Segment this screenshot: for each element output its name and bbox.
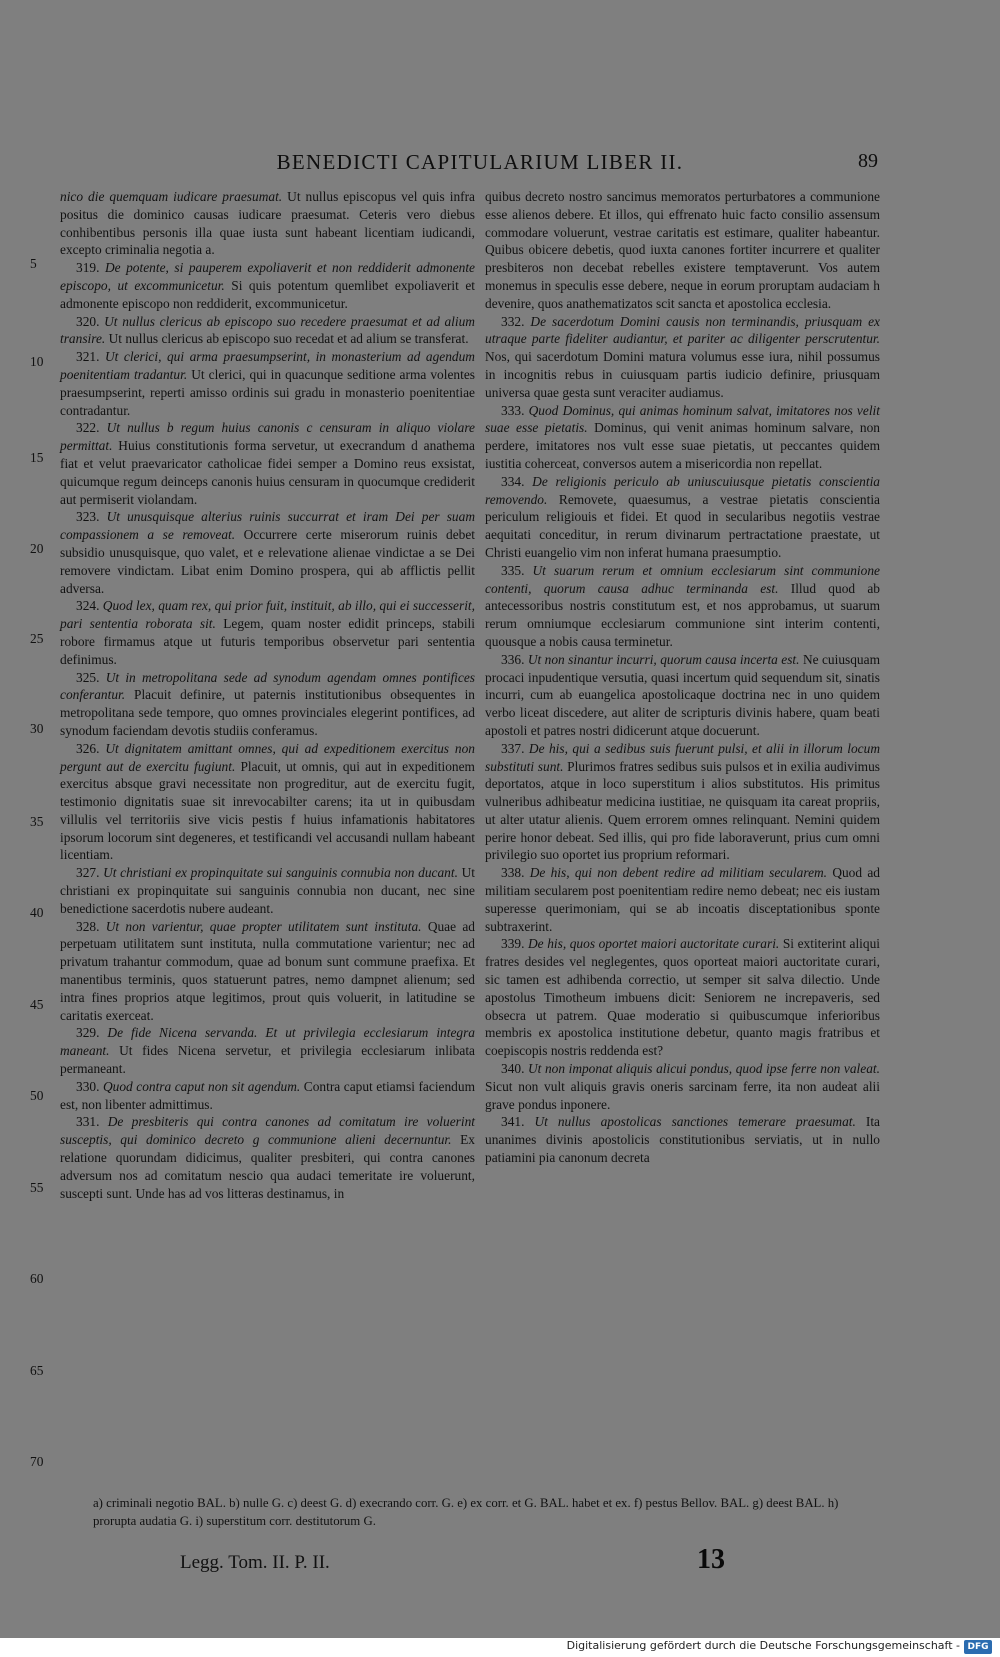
chapter-number: 323. (76, 509, 100, 525)
chapter-text: Ne cuiusquam procaci inpudentique versutia, quasi incertum quid sequendum sit, sinatis incurri, cum ab euangelica apostolicaque doctrina nec in uno quidem verbo liceat discedere, aut aliter de scripturis divinis habere, quam beati apostoli et patres nostri didicerunt atque docuerunt. (485, 651, 880, 738)
chapter-text: Dominus, qui venit animas hominum salvare, non perdere, imitatores nos vult esse suae pietatis, ut peccantes quidem iustitia coherceat, conversos autem a misericordia non repellat. (485, 420, 880, 471)
chapter-paragraph (485, 562, 880, 651)
chapter-number: 335. (501, 562, 525, 578)
chapter-rubric: Ut dignitatem amittant omnes, qui ad expeditionem exercitus non pergunt aut de exercitu fugiunt. (60, 740, 475, 774)
chapter-rubric: Ut unusquisque alterius ruinis succurrat et iram Dei per suam compassionem a se removeat. (60, 509, 475, 543)
chapter-rubric: De his, qui non debent redire ad militiam secularem. (529, 865, 828, 881)
line-number: 55 (30, 1180, 44, 1195)
chapter-number: 337. (501, 740, 525, 756)
chapter-text: Ita unanimes divinis apostolicis constitutionibus serviatis, ut in nullo patiamini pia canonum decreta (485, 1114, 880, 1166)
dfg-logo: DFG (964, 1640, 992, 1654)
chapter-paragraph (60, 1113, 475, 1202)
chapter-paragraph (485, 1113, 880, 1166)
chapter-rubric: De presbiteris qui contra canones ad comitatum ire voluerint susceptis, qui dominico decreto g communione alieni decernuntur. (60, 1114, 475, 1148)
line-number: 5 (30, 256, 37, 271)
line-number: 45 (30, 997, 44, 1012)
chapter-rubric: Ut christiani ex propinquitate sui sanguinis connubia non ducant. (103, 865, 458, 881)
chapter-text: Quod ad militiam secularem post poenitentiam redire nemo debeat; nec eis iustam superesse querimoniam, qui se ab incoatis disceptationibus sponte subtraxerint. (485, 865, 880, 934)
chapter-number: 321. (76, 349, 100, 365)
line-number: 15 (30, 450, 44, 465)
line-number: 65 (30, 1363, 44, 1378)
chapter-rubric: Ut in metropolitana sede ad synodum agendam omnes pontifices conferantur. (60, 669, 475, 703)
chapter-text: Si extiterint aliqui fratres desides vel neglegentes, quos oporteat maiori auctoritate curari, sic tamen est adhibenda correctio, ut semper sit salva dilectio. Unde apostolus Timotheum imbuens dicit: Seniorem ne increpaveris, sed obsecra ut patrem. Quae moderatio si quibuscumque inferioribus membris ex apostolica institutione debetur, quanto magis fratribus et coepiscopis nostris reddenda est? (485, 936, 880, 1059)
chapter-paragraph (60, 740, 475, 865)
chapter-paragraph (60, 188, 475, 259)
chapter-paragraph (485, 935, 880, 1060)
chapter-text: Placuit, ut omnis, qui aut in expeditionem exercitus absque gravi necessitate non progreditur, aut de exercitu fugit, testimonio dignitatis suae sit inrevocabilter carens; ita ut in quibusdam villulis vel territoriis sive vicis pestis f huius infamationis habitatores ipsorum locorum sint degeneres, et testificandi vel accusandi nullam habeant licentiam. (60, 758, 475, 863)
chapter-paragraph (60, 419, 475, 508)
chapter-paragraph (60, 1024, 475, 1077)
chapter-paragraph (485, 313, 880, 402)
chapter-paragraph (60, 597, 475, 668)
chapter-rubric: Ut clerici, qui arma praesumpserint, in monasterium ad agendum poenitentiam tradantur. (60, 349, 475, 382)
chapter-rubric: De fide Nicena servanda. Et ut privilegia ecclesiarum integra maneant. (60, 1025, 475, 1059)
line-number: 10 (30, 354, 44, 369)
signature-volume: Legg. Tom. II. P. II. (180, 1552, 330, 1573)
chapter-text: Placuit definire, ut paternis institutionibus obsequentes in metropolitana sede tempore, quo omnes provinciales elegerint pontifices, ad synodum faciendam devotis studiis conferamus. (60, 687, 475, 738)
right-column (485, 188, 880, 1167)
chapter-text: Ut fides Nicena servetur, et privilegia ecclesiarum inlibata permaneant. (60, 1043, 475, 1077)
chapter-number: 341. (501, 1114, 525, 1130)
chapter-rubric: Ut non varientur, quae propter utilitatem sunt instituta. (105, 918, 422, 934)
line-number: 40 (30, 905, 44, 920)
chapter-paragraph (485, 740, 880, 865)
chapter-rubric: De sacerdotum Domini causis non terminandis, priusquam ex utraque parte fideliter audiantur, et pariter ac diligenter perscrutentur. (485, 313, 880, 347)
chapter-rubric: Ut non sinantur incurri, quorum causa incerta est. (527, 651, 800, 667)
chapter-text: Ut nullus episcopus vel quis infra positus die dominico causas iudicare praesumat. Ceteris vero diebus conhibentibus personis illa quae iusta sunt habeant licentiam iudicandi, excepto criminalia negotia a. (60, 189, 476, 258)
funding-credit: Digitalisierung gefördert durch die Deutsche Forschungsgemeinschaft - (566, 1639, 960, 1652)
chapter-number: 334. (501, 473, 525, 489)
chapter-number: 324. (76, 598, 100, 614)
chapter-text: Quae ad perpetuam utilitatem sunt instituta, nulla commutatione varientur; nec ad privatum trahantur commodum, quae ad bonum sunt commune praefixa. Et manentibus terminis, quos statuerunt patres, nemo dampnet alienum; sed intra fines proprios atque legitimos, prout quis voluerit, in latitudine se caritatis exerceat. (60, 918, 475, 1023)
chapter-rubric: Ut nullus clericus ab episcopo suo recedere praesumat et ad alium transire. (60, 313, 475, 347)
chapter-rubric: De potente, si pauperem expoliaverit et non reddiderit admonente episcopo, ut excommunicetur. (60, 260, 475, 293)
line-number: 20 (30, 541, 44, 556)
chapter-text: Illud quod ab antecessoribus nostris constitutum est, et nos approbamus, ut suarum rerum omniumque ecclesiarum communione sint interim contenti, quousque a nobis causa terminetur. (485, 580, 880, 649)
chapter-rubric: Quod Dominus, qui animas hominum salvat, imitatores nos velit suae esse pietatis. (485, 402, 880, 436)
chapter-paragraph (485, 473, 880, 562)
chapter-paragraph (60, 669, 475, 740)
signature-number: 13 (697, 1544, 725, 1575)
chapter-text: Ut clerici, qui in quacunque seditione arma volentes praesumpserint, reperti amisso ordinis sui gradu in monasterio poenitentiae contradantur. (60, 366, 475, 418)
chapter-text: Nos, qui sacerdotum Domini matura volumus esse iura, nihil possumus in incognitis rebus in cuiusquam partis iudicio definire, priusquam universa quae gesta sunt veraciter audiamus. (485, 349, 880, 400)
chapter-number: 333. (501, 402, 525, 418)
chapter-number: 340. (501, 1061, 525, 1077)
chapter-number: 319. (76, 260, 100, 276)
chapter-rubric: Quod lex, quam rex, qui prior fuit, instituit, ab illo, qui ei successerit, pari sententia roborata sit. (60, 598, 475, 632)
chapter-number: 320. (76, 313, 100, 329)
chapter-text: Si quis potentum quemlibet expoliaverit et admonente episcopo non reddiderit, excommunicetur. (60, 277, 475, 311)
chapter-paragraph (60, 313, 475, 349)
chapter-paragraph (60, 508, 475, 597)
chapter-text: Plurimos fratres sedibus suis pulsos et in exilia audivimus deportatos, atque in loco superstitum i alios substitutos. His primitus vulneribus adhibeatur medicina iustitiae, ne quisquam ita careat propriis, ut alter utatur alienis. Quem errorem omnes relinquant. Nemini quidem perire honor debeat. Sed illis, qui pro fide laboraverunt, prius cum omni privilegio suo oportet ius proprium reformari. (485, 758, 880, 863)
chapter-number: 327. (76, 865, 100, 881)
chapter-number: 326. (76, 740, 100, 756)
chapter-number: 330. (76, 1078, 100, 1094)
chapter-rubric: Ut non imponat aliquis alicui pondus, quod ipse ferre non valeat. (528, 1061, 880, 1077)
line-number: 50 (30, 1088, 44, 1103)
footnotes: a) criminali negotio BAL. b) nulle G. c) deest G. d) execrando corr. G. e) ex corr. et G. BAL. habet et ex. f) pestus Bellov. BAL. g) deest BAL. h) prorupta audatia G. i) superstitum corr. destitutorum G. (93, 1496, 839, 1528)
chapter-paragraph (485, 1060, 880, 1113)
chapter-text: Ut nullus clericus ab episcopo suo recedat et ad alium se transferat. (108, 331, 469, 347)
chapter-number: 328. (76, 918, 100, 934)
chapter-paragraph (485, 864, 880, 935)
chapter-rubric: Quod contra caput non sit agendum. (102, 1078, 301, 1094)
chapter-rubric: Ut nullus apostolicas sanctiones temerare praesumat. (534, 1114, 856, 1130)
chapter-paragraph (60, 1078, 475, 1114)
chapter-number: 332. (501, 313, 525, 329)
chapter-number: 339. (501, 936, 525, 952)
chapter-paragraph (60, 348, 475, 419)
chapter-number: 331. (76, 1114, 100, 1130)
page-number: 89 (858, 150, 878, 172)
chapter-paragraph (60, 864, 475, 917)
left-column (60, 188, 475, 1202)
chapter-text: Removete, quaesumus, a vestrae pietatis conscientia periculum religiouis et fidei. Et quod in secularibus negotiis vestrae aequitati conceditur, in rerum divinarum pertractatione praestate, ut Christi euangelio vim non inferat humana praesumptio. (485, 491, 880, 560)
chapter-rubric: nico die quemquam iudicare praesumat. (60, 189, 283, 204)
chapter-paragraph (485, 188, 880, 313)
running-title: BENEDICTI CAPITULARIUM LIBER II. (276, 150, 684, 174)
chapter-paragraph (485, 651, 880, 740)
chapter-number: 338. (501, 865, 525, 881)
chapter-text: Sicut non vult aliquis gravis oneris sarcinam ferre, ita non audeat alii grave pondus inponere. (485, 1078, 880, 1112)
chapter-text: Ut christiani ex propinquitate sui sanguinis connubia non ducant, nec sine benedictione sacerdotis nubere audeant. (60, 865, 475, 916)
chapter-text: Huius constitutionis forma servetur, ut execrandum d anathema fiat et velut praevaricator catholicae fidei semper a Domino reus exsistat, quicumque regum deinceps canonis huius censuram in quocumque crediderit aut permiserit violandam. (60, 438, 475, 507)
line-number: 70 (30, 1454, 44, 1469)
line-number: 25 (30, 631, 44, 646)
chapter-rubric: Ut nullus b regum huius canonis c censuram in aliquo violare permittat. (60, 420, 475, 454)
chapter-text: Occurrere certe miserorum ruinis debet subsidio unusquisque, quo valet, et e relevatione alienae vindictae a se Dei removere vindictam. Libat enim Domino prospera, qui ab afflictis pellit adversa. (60, 527, 475, 596)
chapter-text: Contra caput etiamsi faciendum est, non libenter admittimus. (60, 1078, 475, 1112)
chapter-number: 322. (76, 420, 100, 436)
chapter-paragraph (485, 402, 880, 473)
line-number: 60 (30, 1271, 44, 1286)
chapter-text: Ex relatione quorundam didicimus, qualiter presbiteri, qui contra canones adversum nos ad comitatum nescio qua audaci temeritate ire voluerunt, suscepti sunt. Unde has ad vos litteras destinamus, in (60, 1132, 475, 1201)
chapter-paragraph (60, 918, 475, 1025)
chapter-text: Legem, quam noster edidit princeps, stabili robore firmamus atque ut futuris temporibus observetur pari sententia definimus. (60, 616, 475, 667)
line-number: 30 (30, 721, 44, 736)
chapter-number: 325. (76, 669, 100, 685)
chapter-rubric: De religionis periculo ab uniuscuiusque pietatis conscientia removendo. (485, 473, 880, 507)
chapter-text: quibus decreto nostro sancimus memoratos perturbatores a communione esse alienos debere. Et illos, qui effrenato huic facto consilio assensum commodare voluerunt, vestrae caritatis est estimare, qualiter habeantur. Quibus obicere debetis, quod iuxta canones fortiter incurrere et qualiter presbiteros non decebat rebelles existere temptaverunt. Vos autem monemus in speculis esse debere, neque in eorum proruptam audaciam h devenire, quos anathematizatos scit sancta et apostolica ecclesia. (485, 189, 880, 311)
chapter-number: 336. (501, 651, 525, 667)
chapter-paragraph (60, 259, 475, 312)
chapter-rubric: De his, quos oportet maiori auctoritate curari. (528, 936, 780, 952)
chapter-number: 329. (76, 1025, 100, 1041)
chapter-rubric: Ut suarum rerum et omnium ecclesiarum sint communione contenti, quorum causa adhuc terminanda est. (485, 562, 880, 596)
chapter-rubric: De his, qui a sedibus suis fuerunt pulsi, et alii in illorum locum substituti sunt. (485, 740, 880, 774)
line-number: 35 (30, 814, 44, 829)
